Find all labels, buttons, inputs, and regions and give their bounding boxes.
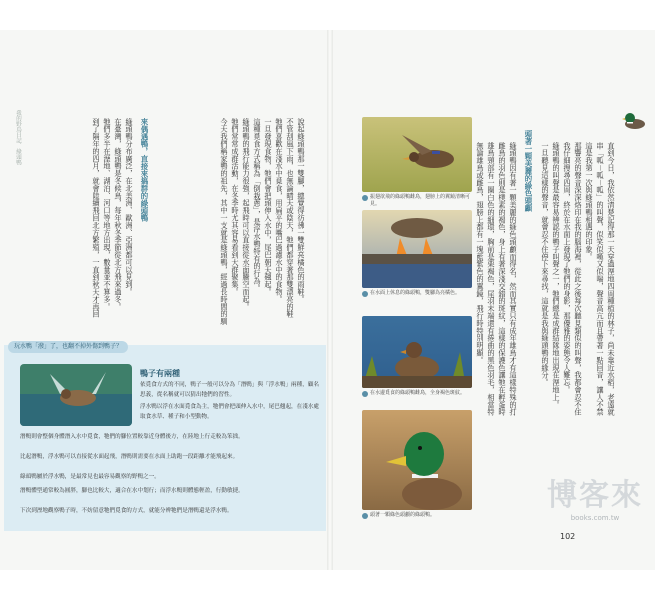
photo-caption-3 [362,390,472,397]
left-text-col-6: 綠頭鴨的飛行能力很強，起飛時可以直接從水面騰空而起。 [242,118,251,311]
left-subheading: 來偶遇鴨，直接來搞群的綠頭鴨 [140,118,149,222]
watermark [540,470,650,540]
photo-caption-4 [362,512,472,519]
photo-caption-4-text: 頭著一顆綠色頭顱的綠頭鴨。 [370,512,436,518]
watermark-text: 博客來 [547,478,643,513]
left-text-col-1: 說起綠頭鴨那一雙腳，總覺得彷彿一雙鮮亮橘色的雨鞋。 [297,118,306,303]
right-section-heading: 頭著一顆美麗的綠色頭顱 [524,130,533,212]
right-text-col-7: 一旦聽見這樣的聲音，就會忍不住停下來尋找，這就是我與綠頭鴨的緣分。 [541,142,550,387]
photo-caption-2-text: 在水面上休息的綠頭鴨，雙腳為亮橘色。 [370,290,461,296]
sidebar-title: 鴨子有兩種 [140,369,180,378]
watermark-url: books.com.tw [570,514,620,522]
sidebar-intro: 依覓食方式的不同，鴨子一般可以分為「潛鴨」與「浮水鴨」兩種，顧名思義，從名稱就可以猜出牠們的習性。 [140,382,320,398]
right-text-col-6: 綠頭鴨的叫聲是最容易辨認的鴨子叫聲之一，牠們總是成群結隊地出現在溼地上。 [552,142,561,409]
right-text-col-11: 無論雄鳥或雌鳥，翅膀上都有一塊藍紫色的翼鏡，飛行時特別明顯。 [476,142,485,364]
photo-green-head-duck [362,410,472,510]
photo-caption-1 [362,194,472,208]
info-icon [362,391,368,397]
info-icon [362,513,368,519]
photo-caption-3-text: 在水邊覓食的綠頭鴨雌鳥，全身褐色斑紋。 [370,390,466,396]
photo-caption-1-text: 振翅欲飛的綠頭鴨雌鳥，翅膀上的翼鏡清晰可見。 [370,194,471,207]
left-text-col-3: 牠們喜歡在淺水中覓食，用扁平的嘴巴過濾水中的食物。 [275,118,284,303]
left-text-col-7: 牠們常常成群活動，在冬季時尤其容易看到大群聚集。 [231,118,240,296]
sidebar-photo-duck-splash [20,364,132,426]
right-text-col-3: 這是我第一次與綠頭鴨相遇的印象。 [585,142,594,261]
right-text-col-2: 串「呱－呱－呱」的叫聲，似笑似嘆又似喘，聲音高亢而且帶著一點回音，讓人不禁 [596,142,605,416]
left-text-col-11: 牠們多半在溼地、湖泊、河口等地方出現，數量並不算多。 [103,118,112,311]
sidebar-tab: 玩水鴨「潑」了，也翻不掉外傷到鴨子？ [8,341,128,353]
sidebar-paragraph-1: 浮水鴨以浮在水面覓食為主，牠們會把頭伸入水中，尾巴翹起，在淺水處取食水草、種子和小型動物。 [140,404,320,420]
right-text-col-10: 雄鳥頸部有一圈白色的細環，胸前是栗褐色，尾羽末端還有捲曲的黑色羽毛，相當特 [487,142,496,416]
info-icon [362,195,368,201]
sidebar-paragraph-2: 潛鴨則會整個身體潛入水中覓食，牠們的腳位置較靠近身體後方，在陸地上行走較為笨拙。 [20,434,244,440]
photo-duck-flying [362,117,472,192]
running-head: 我的野鳥日記．綠頭鴨 [15,110,21,165]
page-number: 102 [560,532,576,541]
right-text-col-8: 綠頭鴨因有著一顆美麗的綠色頭顱而得名，然而其實只有成年雄鳥才有這樣特殊的打 [509,142,518,416]
right-text-col-1: 直到今日，我依然清楚記得那一天穿過溼地四周種植的林子，尚未靠近水稻，老遠就 [607,142,616,416]
left-text-col-10: 在臺灣，綠頭鴨是冬候鳥，每年秋冬季節從北方飛來過冬。 [114,118,123,311]
right-text-col-4: 那響亮的聲音深深烙印在我的腦海裡，從此之後每次聽見類似的叫聲，我都會忍不住 [574,142,583,416]
sidebar-paragraph-6: 下次到溼地觀察鴨子時，不妨留意牠們覓食的方式，就能分辨牠們是潛鴨還是浮水鴨。 [20,508,233,514]
info-icon [362,291,368,297]
book-spine [327,30,333,570]
left-text-col-9: 綠頭鴨分布廣泛，在北美洲、歐洲、亞洲都可以見到。 [125,118,134,296]
right-text-col-5: 我仔細搜尋四周，終於在水面上發現了牠們的身影，那優雅的姿態令人難忘。 [563,142,572,394]
right-text-col-9: 雌鳥的羽色則是樸素的褐色，身上有著深淺交錯的斑紋，這樣的保護色讓牠在孵蛋時 [498,142,507,416]
left-text-col-8: 今天我們稱家鴨的祖先，其中一支就是綠頭鴨，經過長時間的馴 [220,118,229,326]
sidebar-paragraph-5: 潛鴨體型通常較為圓胖，腳也比較大，適合在水中划行；而浮水鴨則體態輕盈，行動敏捷。 [20,488,244,494]
sidebar-paragraph-4: 綠頭鴨屬於浮水鴨，是最常見也最容易觀察的野鴨之一。 [20,474,160,480]
left-text-col-2: 不管刮風下雨，也無論晴天或陰天，牠們都穿著那雙漂亮的鞋 [286,118,295,318]
photo-female-duck-grass [362,316,472,388]
sidebar-paragraph-3: 比起潛鴨，浮水鴨可以直接從水面起飛，潛鴨則需要在水面上助跑一段距離才能飛起來。 [20,454,239,460]
photo-duck-orange-feet [362,210,472,288]
duck-logo-icon [622,110,648,130]
photo-caption-2 [362,290,472,297]
left-text-col-5: 這種覓食方式稱為「倒栽蔥」，是浮水鴨特有的行為。 [253,118,262,292]
left-text-col-12: 到了隔年的四月，就會陸續飛回北方繁殖，一直到秋天才再回 [92,118,101,318]
left-text-col-4: 一旦發現食物，牠們會把頭伸入水中，尾巴朝天翹起。 [264,118,273,296]
